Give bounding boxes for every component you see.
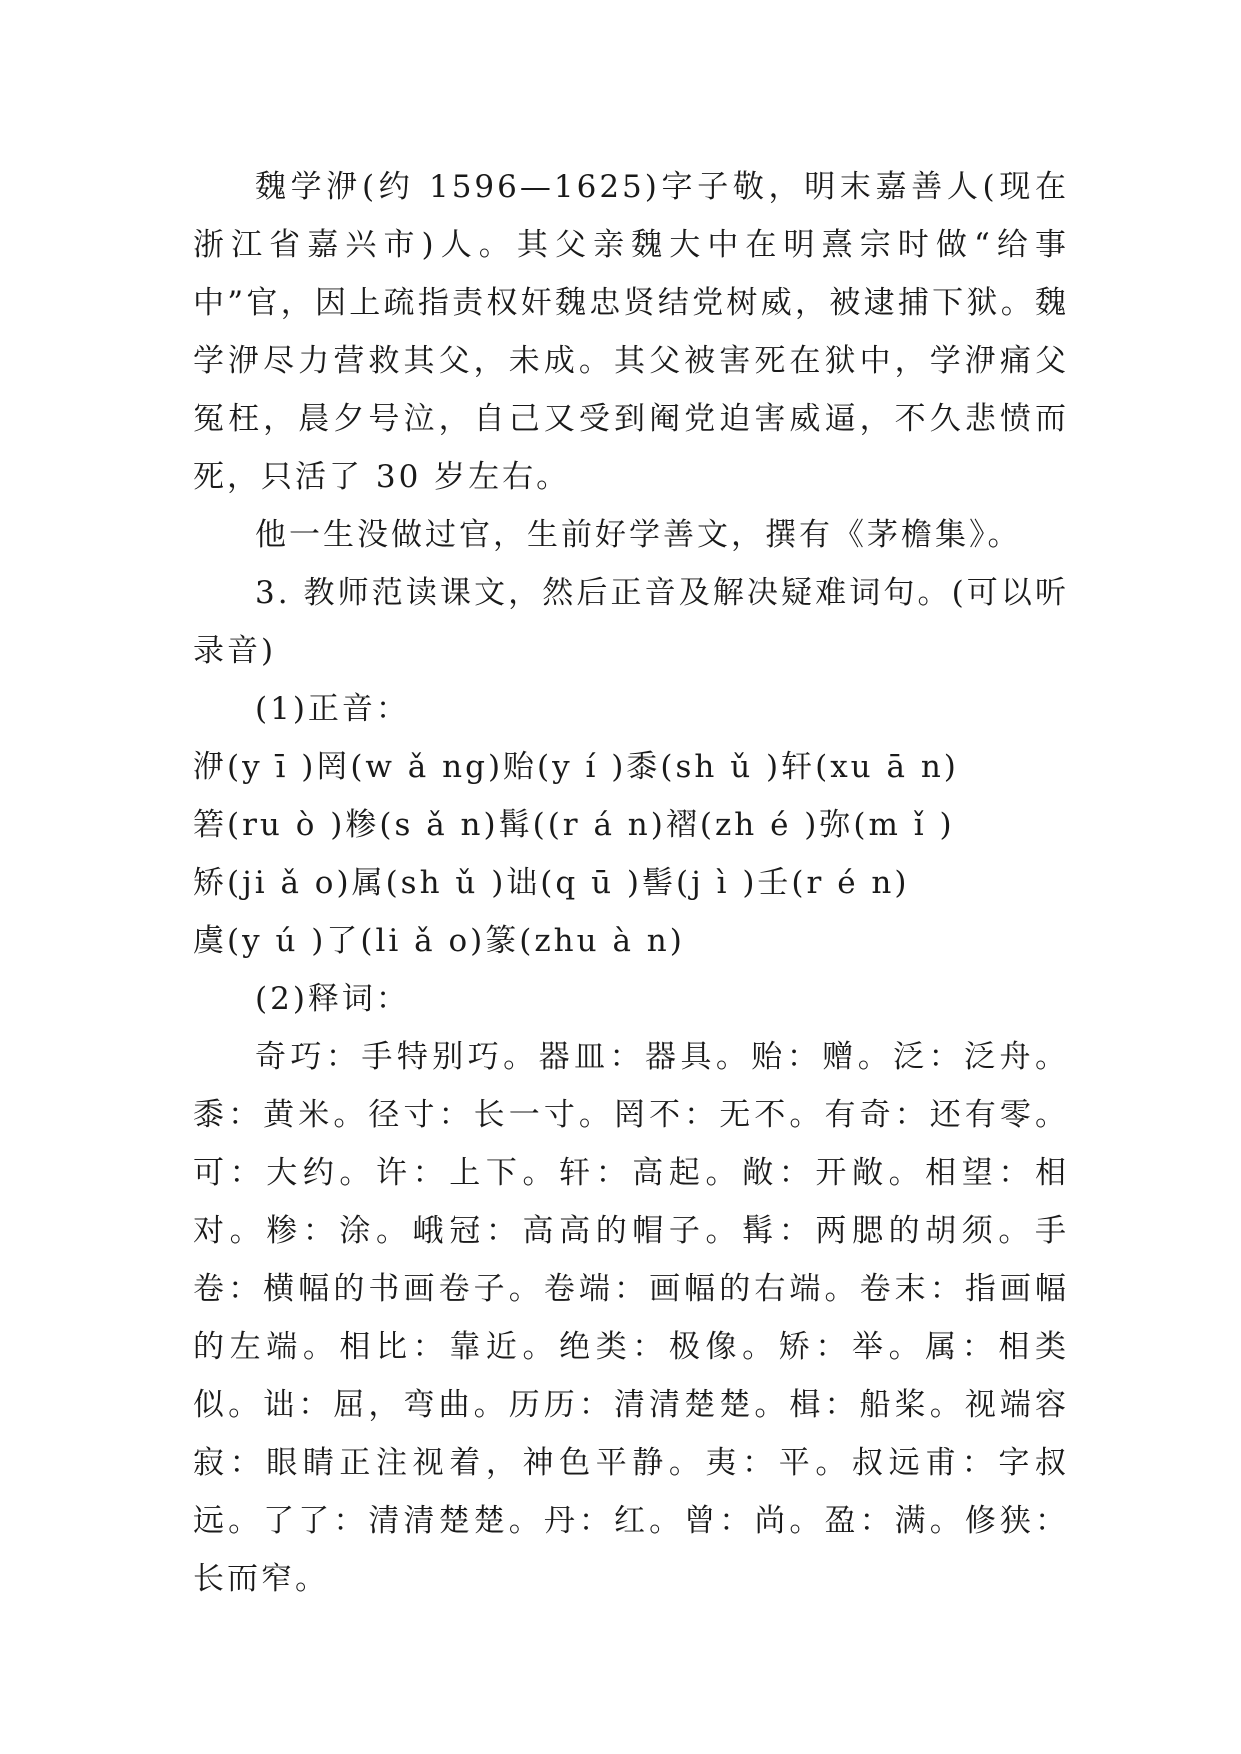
pinyin-line: 箬(ru ò )糁(s ǎ n)髯((r á n)褶(zh é )弥(m ǐ ) — [193, 807, 955, 843]
definitions-heading: (2)释词： — [255, 981, 410, 1017]
teaching-step-paragraph: 3. 教师范读课文，然后正音及解决疑难词句。(可以听录音) — [193, 575, 1069, 669]
pinyin-line: 洢(y ī )罔(w ǎ ng)贻(y í )黍(sh ǔ )轩(xu ā n) — [193, 749, 959, 785]
author-biography-paragraph: 魏学洢(约 1596—1625)字子敬，明末嘉善人(现在浙江省嘉兴市)人。其父亲魏大中在明熹宗时做“给事中”官，因上疏指责权奸魏忠贤结党树威，被逮捕下狱。魏学洢尽力营救其父，未成。其父被害死在狱中，学洢痛父冤枉，晨夕号泣，自己又受到阉党迫害威逼，不久悲愤而死，只活了 30 岁左右。 — [193, 169, 1069, 495]
pinyin-line: 矫(ji ǎ o)属(sh ǔ )诎(q ū )髻(j ì )壬(r é n) — [193, 865, 910, 901]
pinyin-line: 虞(y ú )了(li ǎ o)篆(zhu à n) — [193, 923, 685, 959]
definitions-paragraph: 奇巧：手特别巧。器皿：器具。贻：赠。泛：泛舟。黍：黄米。径寸：长一寸。罔不：无不。有奇：还有零。可：大约。许：上下。轩：高起。敞：开敞。相望：相对。糁：涂。峨冠：高高的帽子。髯：两腮的胡须。手卷：横幅的书画卷子。卷端：画幅的右端。卷末：指画幅的左端。相比：靠近。绝类：极像。矫：举。属：相类似。诎：屈，弯曲。历历：清清楚楚。楫：船桨。视端容寂：眼睛正注视着，神色平静。夷：平。叔远甫：字叔远。了了：清清楚楚。丹：红。曾：尚。盈：满。修狭：长而窄。 — [193, 1039, 1069, 1597]
pronunciation-heading: (1)正音： — [255, 691, 410, 727]
author-works-paragraph: 他一生没做过官，生前好学善文，撰有《茅檐集》。 — [255, 517, 1022, 553]
document-body — [193, 158, 1069, 1608]
